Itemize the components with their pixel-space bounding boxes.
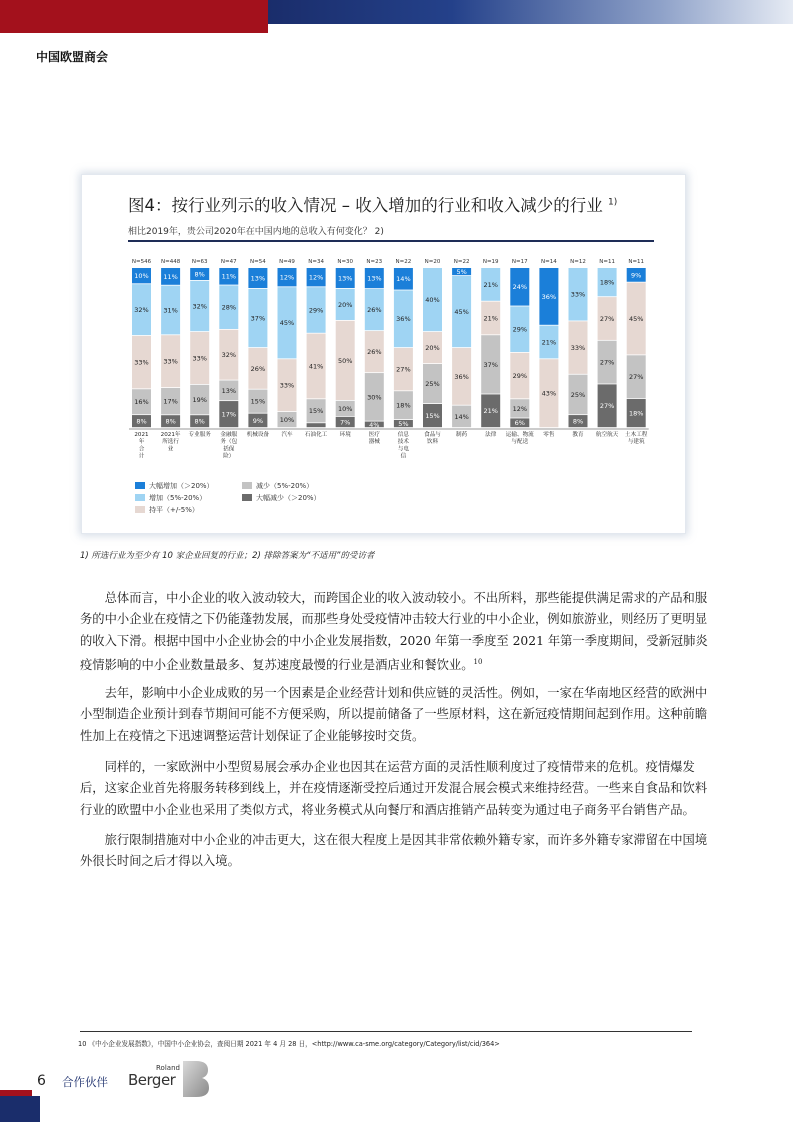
data-label: 17% [163, 397, 178, 406]
data-label: 26% [367, 306, 382, 315]
data-label: 32% [192, 302, 207, 311]
data-label: 40% [425, 296, 440, 304]
data-label: 15% [425, 412, 440, 420]
data-label: 33% [192, 354, 207, 363]
n-label: N=47 [220, 259, 237, 265]
data-label: 17% [221, 410, 237, 419]
legend-item-increase [135, 493, 206, 503]
data-label: 15% [250, 397, 266, 406]
data-label: 8% [194, 270, 205, 279]
legend-swatch [135, 494, 145, 501]
data-label: 26% [250, 364, 266, 373]
logo-berger-text: Berger [128, 1071, 176, 1089]
data-label: 18% [628, 409, 644, 418]
category-label: 环境 [339, 432, 351, 438]
category-label: 器械 [368, 439, 380, 446]
data-label: 6% [514, 419, 525, 428]
data-label: 10% [337, 404, 353, 413]
category-label: 专业服务 [188, 432, 211, 438]
data-label: 5% [398, 420, 409, 428]
data-label: 33% [279, 381, 295, 390]
legend-label: 大幅减少（＞20%） [256, 494, 321, 502]
data-label: 29% [308, 306, 324, 315]
category-label: 2021 [134, 432, 149, 438]
partner-label: 合作伙伴 [62, 1075, 108, 1089]
data-label: 13% [250, 274, 266, 283]
legend-label: 减少（5%-20%） [256, 482, 314, 490]
data-label: 20% [337, 300, 353, 309]
data-label: 13% [221, 386, 237, 395]
legend-item-large-increase [135, 481, 214, 491]
category-label: 机械设备 [246, 432, 270, 438]
paragraph-text: 去年，影响中小企业成败的另一个因素是企业经营计划和供应链的灵活性。例如，一家在华南地区经营的欧洲中小型制造企业预计到春节期间可能不方便采购，所以提前储备了一些原材料，这在新冠疫情期间起到作用。这种前瞻性加上在疫情之下迅速调整运营计划保证了企业能够按时交货。 [80, 686, 708, 743]
footnote-10: 10 《中小企业发展指数》，中国中小企业协会，查阅日期 2021 年 4 月 28 日，<http://www.ca-sme.org/category/Category/list/cid/364> [78, 1040, 500, 1048]
data-label: 9% [631, 271, 642, 280]
data-label: 5% [456, 268, 467, 276]
legend-swatch [242, 482, 252, 489]
n-label: N=22 [395, 259, 412, 265]
data-label: 19% [192, 396, 207, 404]
data-label: 11% [163, 272, 178, 281]
data-label: 41% [308, 362, 324, 371]
data-label: 12% [512, 404, 528, 413]
data-label: 36% [541, 292, 557, 301]
data-label: 24% [512, 283, 528, 292]
legend-label: 增加（5%-20%） [149, 494, 207, 502]
n-label: N=17 [511, 259, 528, 265]
figure-footnote: 1) 所选行业为至少有 10 家企业回复的行业；2) 排除答案为“不适用”的受访者 [80, 551, 375, 561]
data-label: 10% [279, 416, 295, 424]
category-label: 技术 [397, 439, 410, 446]
figure-title-note: 1) [608, 197, 618, 208]
page-number: 6 [37, 1073, 46, 1089]
n-label: N=34 [308, 259, 324, 265]
data-label: 14% [454, 412, 469, 421]
paragraph-4 [80, 830, 716, 873]
n-label: N=19 [482, 259, 499, 265]
legend-swatch [135, 506, 145, 513]
n-label: N=30 [337, 259, 354, 265]
data-label: 36% [454, 372, 469, 381]
data-label: 37% [483, 360, 498, 369]
n-label: N=11 [599, 259, 615, 265]
data-label: 12% [308, 273, 324, 282]
figure-title [128, 192, 617, 216]
data-label: 21% [483, 314, 498, 323]
category-label: 险） [223, 453, 235, 460]
data-label: 21% [483, 280, 498, 289]
n-label: N=54 [250, 259, 266, 265]
n-label: N=12 [570, 259, 586, 265]
category-label: 运输、物流 [505, 432, 534, 438]
category-label: 金融服 [220, 432, 238, 438]
data-label: 29% [512, 325, 528, 334]
paragraph-1 [80, 588, 716, 676]
legend-label: 持平（+/-5%） [149, 506, 199, 514]
data-label: 21% [483, 407, 498, 416]
data-label: 26% [367, 348, 382, 357]
paragraph-text: 旅行限制措施对中小企业的冲击更大，这在很大程度上是因其非常依赖外籍专家，而许多外籍专家滞留在中国境外很长时间之后才得以入境。 [80, 833, 708, 869]
category-label: 业 [167, 446, 174, 453]
paragraph-3 [80, 757, 716, 821]
figure-title-text: 图4：按行业列示的收入情况 – 收入增加的行业和收入减少的行业 [128, 196, 603, 215]
data-label: 25% [570, 390, 586, 399]
n-label: N=63 [191, 259, 208, 265]
data-label: 15% [308, 407, 324, 416]
paragraph-text: 总体而言，中小企业的收入波动较大，而跨国企业的收入波动较小。不出所料，那些能提供满足需求的产品和服务的中小企业在疫情之下仍能蓬勃发展，而那些身处受疫情冲击较大行业的中小企业，例如旅游业，则经历了更明显的收入下滑。根据中国中小企业协会的中小企业发展指数，2020 年第一季度至 2021 年第一季度期间，受新冠肺炎疫情影响的中小企业数量最多、复苏速度最慢的行业是酒店业和餐饮业。 [80, 591, 708, 672]
figure-subtitle: 相比2019年，贵公司2020年在中国内地的总收入有何变化？ 2) [128, 227, 384, 237]
data-label: 10% [134, 272, 149, 281]
data-label: 18% [599, 278, 615, 287]
data-label: 21% [541, 338, 557, 347]
data-label: 28% [221, 303, 237, 312]
data-label: 31% [163, 306, 178, 315]
data-label: 16% [134, 398, 149, 407]
category-label: 制药 [455, 432, 468, 438]
data-label: 27% [599, 314, 615, 323]
legend-swatch [242, 494, 252, 501]
data-label: 27% [396, 365, 411, 374]
category-label: 法律 [485, 432, 497, 438]
data-label: 9% [252, 416, 264, 425]
bar-segment [307, 423, 326, 427]
roland-berger-logo-icon [181, 1059, 211, 1099]
data-label: 33% [163, 357, 178, 366]
data-label: 13% [367, 274, 382, 283]
data-label: 27% [599, 358, 615, 367]
category-label: 信 [400, 453, 407, 460]
header-red-band [0, 0, 268, 33]
n-label: N=20 [424, 259, 441, 265]
category-label: 与配送 [511, 439, 529, 446]
data-label: 45% [279, 319, 295, 328]
footnote-ref[interactable]: 10 [473, 657, 483, 666]
category-label: 食品与 [424, 432, 441, 438]
legend-item-large-decrease [242, 493, 321, 503]
data-label: 43% [541, 389, 557, 398]
n-label: N=49 [279, 259, 295, 265]
category-label: 计 [138, 453, 145, 460]
category-label: 务（包 [220, 439, 238, 446]
legend-item-decrease [242, 481, 313, 491]
data-label: 33% [134, 358, 149, 367]
category-label: 零售 [543, 432, 555, 438]
category-label: 汽车 [281, 432, 293, 438]
data-label: 32% [134, 306, 149, 315]
n-label: N=22 [453, 259, 470, 265]
data-label: 37% [250, 314, 266, 323]
data-label: 33% [570, 344, 586, 352]
legend-swatch [135, 482, 145, 489]
data-label: 25% [425, 380, 440, 388]
category-label: 2021年 [160, 432, 181, 438]
data-label: 45% [628, 314, 644, 323]
data-label: 27% [599, 402, 615, 411]
category-label: 土木工程 [625, 432, 648, 438]
data-label: 27% [628, 373, 644, 382]
category-label: 航空航天 [595, 432, 619, 438]
data-label: 32% [221, 351, 237, 360]
n-label: N=11 [628, 259, 645, 265]
category-label: 与建筑 [627, 439, 645, 446]
data-label: 14% [396, 275, 411, 284]
revenue-by-industry-chart [120, 252, 660, 472]
data-label: 45% [454, 308, 469, 316]
data-label: 30% [367, 393, 382, 402]
data-label: 20% [425, 344, 440, 352]
data-label: 18% [396, 401, 411, 410]
data-label: 12% [279, 273, 295, 282]
legend-label: 大幅增加（＞20%） [149, 482, 214, 490]
paragraph-text: 同样的，一家欧洲中小型贸易展会承办企业也因其在运营方面的灵活性顺利度过了疫情带来的危机。疫情爆发后，这家企业首先将服务转移到线上，并在疫情逐渐受控后通过开发混合展会模式来维持经营。一些来自食品和饮料行业的欧盟中小企业也采用了类似方式，将业务模式从向餐厅和酒店推销产品转变为通过电子商务平台销售产品。 [80, 760, 708, 817]
footnote-divider [80, 1031, 692, 1032]
figure-title-rule [128, 240, 654, 242]
category-label: 年 [138, 439, 145, 446]
data-label: 8% [165, 417, 176, 426]
data-label: 33% [570, 290, 586, 299]
organization-name: 中国欧盟商会 [36, 50, 109, 64]
data-label: 8% [194, 417, 205, 426]
data-label: 36% [396, 315, 411, 324]
footer-blue-block [0, 1096, 40, 1122]
n-label: N=448 [160, 259, 181, 265]
data-label: 50% [337, 356, 353, 365]
category-label: 饮料 [426, 439, 439, 446]
category-label: 括保 [223, 446, 235, 453]
data-label: 11% [221, 272, 237, 281]
category-label: 合 [138, 446, 145, 453]
category-label: 与电 [397, 446, 410, 453]
category-label: 所选行 [162, 439, 179, 446]
n-label: N=14 [541, 259, 557, 265]
legend-item-flat [135, 505, 199, 515]
category-label: 石油化工 [304, 432, 328, 438]
data-label: 13% [337, 274, 353, 283]
n-label: N=23 [366, 259, 383, 265]
logo-roland-text: Roland [156, 1064, 180, 1072]
data-label: 7% [340, 418, 351, 427]
category-label: 医疗 [368, 432, 380, 438]
n-label: N=546 [131, 259, 152, 265]
header-blue-band [268, 0, 793, 24]
paragraph-2 [80, 683, 716, 747]
data-label: 29% [512, 372, 528, 380]
data-label: 8% [136, 417, 147, 426]
data-label: 8% [572, 417, 584, 426]
category-label: 信息 [397, 432, 410, 438]
data-label: 4% [369, 420, 380, 429]
category-label: 教育 [572, 432, 584, 438]
